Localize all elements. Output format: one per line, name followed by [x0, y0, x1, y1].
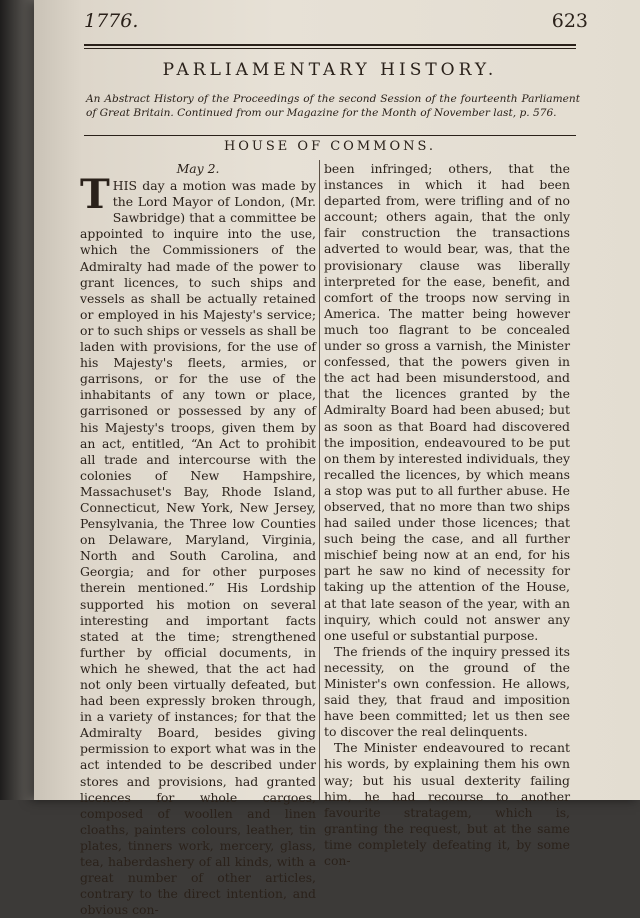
- abstract-subtitle: An Abstract History of the Proceedings of the second Session of the fourteenth Parliament of Great Britain. Continued from our Magazine for the Month of November last, p. 576.: [86, 93, 580, 119]
- drop-cap: T: [80, 171, 110, 219]
- section-heading: HOUSE OF COMMONS.: [223, 139, 437, 154]
- left-paragraph: [80, 171, 316, 918]
- running-head: [84, 10, 588, 34]
- left-column: [80, 161, 316, 918]
- top-double-rule: [84, 44, 576, 49]
- page-year: 1776.: [84, 10, 139, 32]
- dateline: May 2.: [176, 161, 220, 176]
- page-title: PARLIAMENTARY HISTORY.: [162, 60, 498, 80]
- right-paragraph-1: been infringed; others, that the instances in which it had been departed from, were trifling and of no account; others again, that the only fair construction the transactions adverted to would bear, was, that the provisionary clause was liberally interpreted for the ease, benefit, and comfort of the troops now serving in America. The matter being however much too flagrant to be concealed under so gross a varnish, the Minister confessed, that the powers given in the act had been misunderstood, and that the licences granted by the Admiralty Board had been abused; but as soon as that Board had discovered the imposition, endeavoured to be put on them by interested individuals, they recalled the licences, by which means a stop was put to all further abuse. He observed, that no more than two ships had sailed under those licences; that such being the case, and all further mischief being now at an end, for his part he saw no kind of necessity for taking up the attention of the House, at that late season of the year, with an inquiry, which could not answer any one useful or substantial purpose.: [324, 161, 570, 643]
- right-column: [324, 161, 570, 869]
- page-number: 623: [551, 10, 588, 32]
- section-rule: [84, 135, 576, 136]
- left-paragraph-text: HIS day a motion was made by the Lord Mayor of London, (Mr. Sawbridge) that a committee be appointed to inquire into the use, which the Commissioners of the Admiralty had made of the power to grant licences, to such ships and vessels as shall be actually retained or employed in his Majesty's service; or to such ships or vessels as shall be laden with provisions, for the use of his Majesty's fleets, armies, or garrisons, or for the use of the inhabitants of any town or place, garrisoned or possessed by any of his Majesty's troops, given them by an act, entitled, “An Act to prohibit all trade and intercourse with the colonies of New Hampshire, Massachuset's Bay, Rhode Island, Connecticut, New York, New Jersey, Pensylvania, the Three low Counties on Delaware, Maryland, Virginia, North and South Carolina, and Georgia; and for other purposes therein mentioned.” His Lordship supported his motion on several interesting and important facts stated at the time; strengthened further by official documents, in which he shewed, that the act had not only been virtually defeated, but had been expressly broken through, in a variety of instances; for that the Admiralty Board, besides giving permission to export what was in the act intended to be described under stores and provisions, had granted licences for whole cargoes, composed of woollen and linen cloaths, painters colours, leather, tin plates, tinners work, mercery, glass, tea, haberdashery of all kinds, with a great number of other articles, contrary to the direct intention, and obvious con-: [80, 178, 316, 918]
- right-paragraph-2: The friends of the inquiry pressed its necessity, on the ground of the Minister's own confession. He allows, said they, that fraud and imposition have been committed; let us then see to discover the real delinquents.: [324, 643, 570, 740]
- right-paragraph-3: The Minister endeavoured to recant his words, by explaining them his own way; but his usual dexterity failing him, he had recourse to another favourite stratagem, which is, granting the request, but at the same time completely defeating it, by some con-: [324, 740, 570, 869]
- column-divider: [319, 160, 320, 800]
- magazine-page: [34, 0, 640, 918]
